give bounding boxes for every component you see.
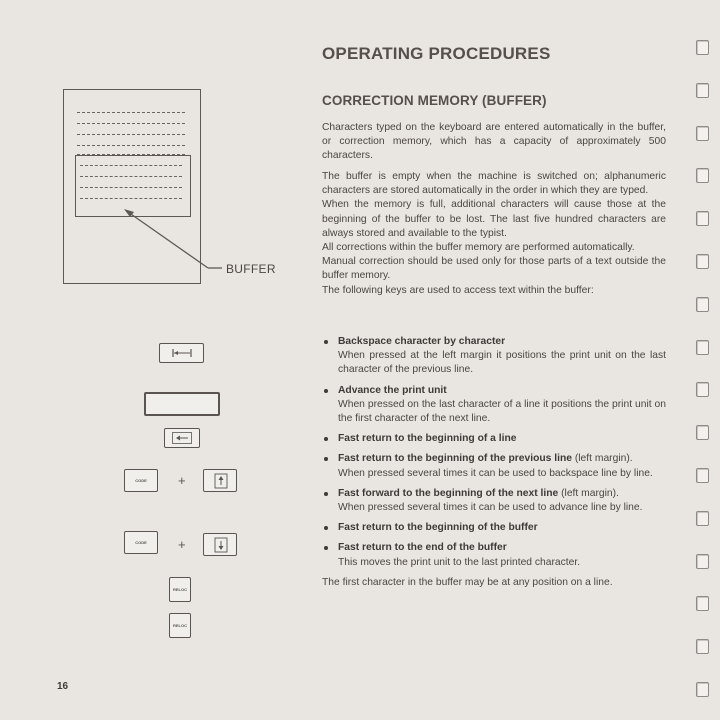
binding-hole — [696, 382, 709, 397]
list-item-title: Backspace character by character — [338, 336, 506, 347]
code-key-label: CODE — [135, 478, 147, 483]
list-item-description: When pressed on the last character of a line it positions the print unit on the first character of the next line. — [338, 398, 666, 425]
bullet-dot — [324, 437, 328, 441]
closing-paragraph — [322, 576, 666, 590]
paragraph: The following keys are used to access text within the buffer: — [322, 284, 594, 296]
paragraph: All corrections within the buffer memory are performed automatically. — [322, 242, 635, 254]
bullet-dot — [324, 340, 328, 344]
text-line — [77, 134, 185, 135]
binding-hole — [696, 596, 709, 611]
list-item-suffix: (left margin). — [571, 453, 633, 465]
list-item-description: When pressed several times it can be used to backspace line by line. — [338, 467, 653, 479]
up-arrow-icon — [211, 473, 229, 489]
text-line — [80, 198, 182, 199]
space-bar-key — [144, 392, 220, 416]
bullet-dot — [324, 492, 328, 496]
code-key-label: CODE — [135, 540, 147, 545]
text-column — [322, 44, 666, 588]
list-item-title: Fast return to the end of the buffer — [338, 542, 507, 554]
list-item — [322, 432, 666, 446]
binding-hole — [696, 83, 709, 98]
code-key — [124, 531, 158, 554]
bullet-dot — [324, 546, 328, 550]
bullet-dot — [324, 457, 328, 461]
down-arrow-icon — [211, 537, 229, 553]
binding-hole — [696, 126, 709, 141]
text-line — [80, 165, 182, 166]
line-down-key — [203, 533, 237, 556]
list-item-title: Fast forward to the beginning of the next line — [338, 487, 559, 499]
binding-hole — [696, 168, 709, 183]
return-arrow-icon — [172, 432, 192, 444]
reloc-start-key — [169, 577, 191, 602]
reloc-key-label: RELOC — [173, 587, 187, 592]
list-item — [322, 541, 666, 569]
list-item-description: When pressed several times it can be used to advance line by line. — [338, 502, 643, 514]
bullet-dot — [324, 526, 328, 530]
list-item — [322, 452, 666, 480]
binding-hole — [696, 340, 709, 355]
body-paragraphs — [322, 170, 666, 298]
binding-hole — [696, 554, 709, 569]
text-line — [80, 187, 182, 188]
buffer-label: BUFFER — [226, 262, 276, 276]
page-number: 16 — [57, 681, 69, 692]
binding-hole — [696, 511, 709, 526]
binding-hole — [696, 639, 709, 654]
bullet-dot — [324, 389, 328, 393]
plus-sign: + — [178, 537, 186, 552]
plus-sign: + — [178, 473, 186, 488]
list-item — [322, 335, 666, 378]
list-item-title: Fast return to the beginning of the buffer — [338, 522, 538, 534]
binding-hole — [696, 682, 709, 697]
list-item-title: Fast return to the beginning of the previous line — [338, 453, 572, 465]
page-diagram — [63, 89, 201, 284]
key-function-list — [322, 335, 666, 590]
paragraph: The first character in the buffer may be at any position on a line. — [322, 576, 613, 588]
binding-hole — [696, 211, 709, 226]
list-item — [322, 487, 666, 515]
binding-hole — [696, 425, 709, 440]
list-item-title: Advance the print unit — [338, 384, 447, 396]
list-item-title: Fast return to the beginning of a line — [338, 433, 517, 445]
binding-hole — [696, 297, 709, 312]
text-line — [80, 176, 182, 177]
line-up-key — [203, 469, 237, 492]
buffer-region — [75, 155, 191, 217]
text-line — [77, 145, 185, 146]
list-item-suffix: (left margin). — [558, 487, 619, 499]
paragraph: Characters typed on the keyboard are entered automatically in the buffer, or correction memory, which has a capacity of approximately 500 characters. — [322, 122, 666, 162]
list-item-description: When pressed at the left margin it positions the print unit on the last character of the previous line. — [338, 350, 666, 376]
reloc-end-key — [169, 613, 191, 638]
ring-binding — [696, 40, 710, 710]
paragraph: The buffer is empty when the machine is switched on; alphanumeric characters are stored automatically in the order in which they are typed. — [322, 171, 666, 197]
text-line — [77, 112, 185, 113]
code-key — [124, 469, 158, 492]
list-item — [322, 384, 666, 427]
backspace-key — [159, 343, 204, 363]
intro-paragraph — [322, 121, 666, 164]
binding-hole — [696, 468, 709, 483]
subsection-title: CORRECTION MEMORY (BUFFER) — [322, 93, 547, 108]
paragraph: When the memory is full, additional characters will cause those at the beginning of the buffer to be lost. The last five hundred characters are always stored and available to the typist. — [322, 199, 666, 239]
backspace-icon — [171, 348, 193, 358]
text-line — [77, 123, 185, 124]
paragraph: Manual correction should be used only for those parts of a text outside the buffer memory. — [322, 256, 666, 282]
list-item-description: This moves the print unit to the last printed character. — [338, 556, 581, 568]
list-item — [322, 521, 666, 535]
carriage-return-key — [164, 428, 200, 448]
reloc-key-label: RELOC — [173, 623, 187, 628]
binding-hole — [696, 40, 709, 55]
binding-hole — [696, 254, 709, 269]
section-title: OPERATING PROCEDURES — [322, 44, 551, 63]
